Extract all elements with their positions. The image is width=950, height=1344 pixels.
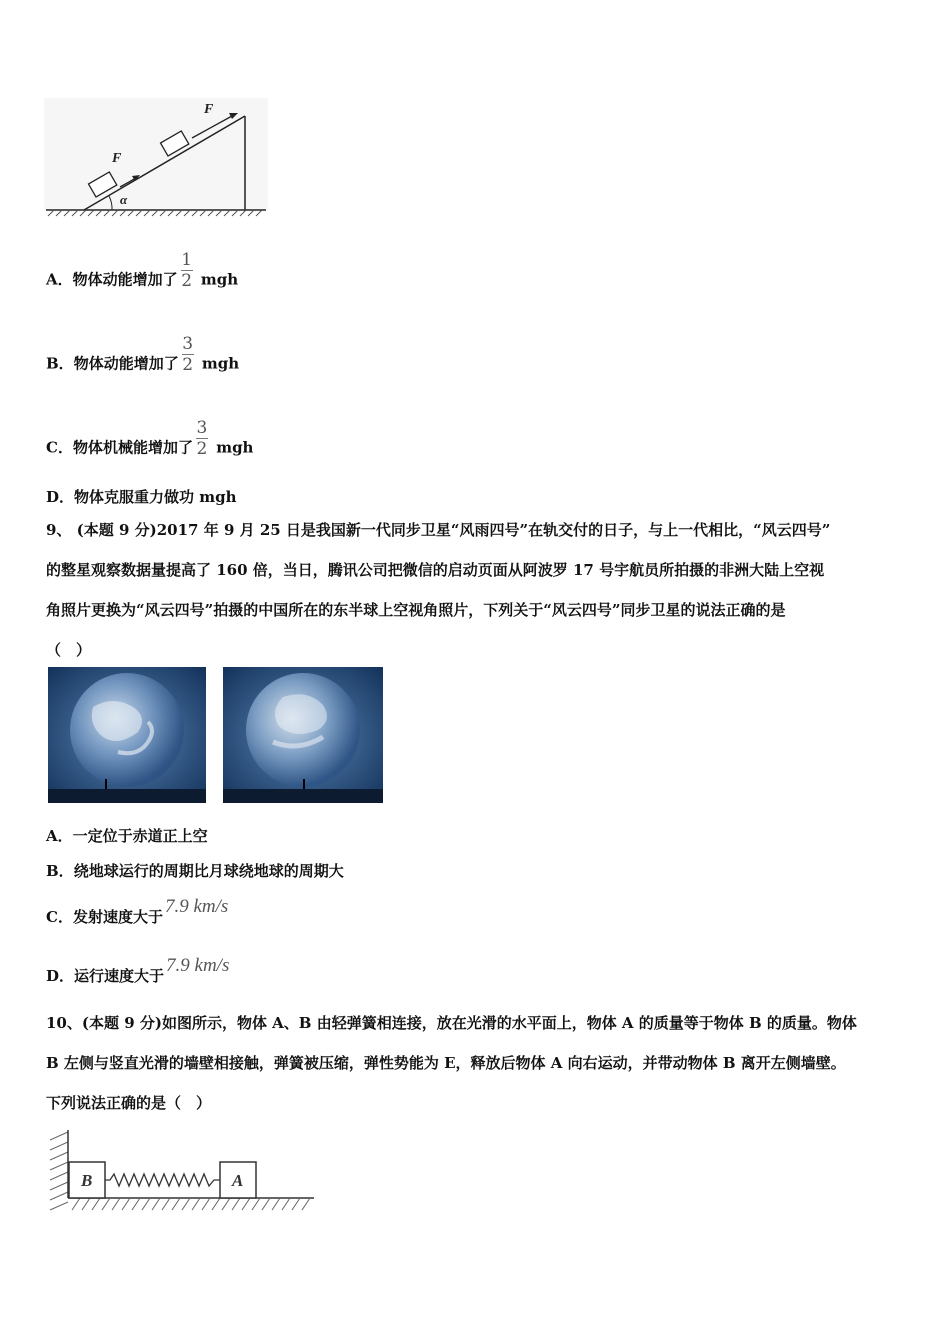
q9-option-b: B．绕地球运行的周期比月球绕地球的周期大 — [46, 862, 344, 880]
ground-hatching — [48, 210, 262, 216]
earth-photo-left — [48, 667, 206, 803]
floor-hatching — [72, 1198, 310, 1210]
q8-option-c: C．物体机械能增加了 $\frac{3}{2}$ mgh — [46, 418, 254, 459]
block-b-label: B — [81, 1171, 93, 1190]
q8-option-a: A．物体动能增加了 $\frac{1}{2}$ mgh — [46, 250, 239, 291]
incline-figure — [44, 98, 268, 220]
wall-hatching — [50, 1132, 68, 1210]
force-label-lower: F — [112, 151, 122, 166]
fraction: $\frac{1}{2}$ — [181, 250, 193, 291]
q8-option-b: B．物体动能增加了 $\frac{3}{2}$ mgh — [46, 334, 240, 375]
spring-figure — [48, 1130, 316, 1214]
q9-option-c: C．发射速度大于 7.9 km/s — [46, 896, 229, 926]
q9-stem: 9、 (本题 9 分)2017 年 9 月 25 日是我国新一代同步卫星“风雨四号”在轨交付的日子，与上一代相比，“风云四号” 的整星观察数据量提高了 160 倍，当日，腾讯公司把微信的启动页面从阿波罗 17 号宇航员所拍摄的非洲大陆上空视 角照片更换为“风云四号”拍摄的中国所在的东半球上空视角照片，下列关于“风云四号”同步卫星的说法正确的是 （ ） — [46, 521, 831, 659]
q9-option-d: D．运行速度大于 7.9 km/s — [46, 955, 230, 985]
person-silhouette — [303, 779, 305, 789]
angle-label: α — [120, 192, 128, 207]
q8-option-d: D．物体克服重力做功 mgh — [46, 488, 237, 506]
earth-photo-right — [223, 667, 383, 803]
person-silhouette — [105, 779, 107, 789]
q10-stem: 10、(本题 9 分)如图所示，物体 A、B 由轻弹簧相连接，放在光滑的水平面上，物体 A 的质量等于物体 B 的质量。物体 B 左侧与竖直光滑的墙壁相接触，弹簧被压缩，弹性势能为 E，释放后物体 A 向右运动，并带动物体 B 离开左侧墙壁。 下列说法正确的是（ ） — [46, 1014, 857, 1112]
block-a-label: A — [232, 1171, 244, 1190]
q9-option-a: A．一定位于赤道正上空 — [46, 827, 208, 845]
velocity-expression: 7.9 km/s — [166, 955, 230, 976]
fraction: $\frac{3}{2}$ — [182, 334, 194, 375]
spring — [105, 1174, 220, 1186]
velocity-expression: 7.9 km/s — [164, 896, 229, 917]
fraction: $\frac{3}{2}$ — [196, 418, 208, 459]
force-label-upper: F — [204, 102, 214, 117]
